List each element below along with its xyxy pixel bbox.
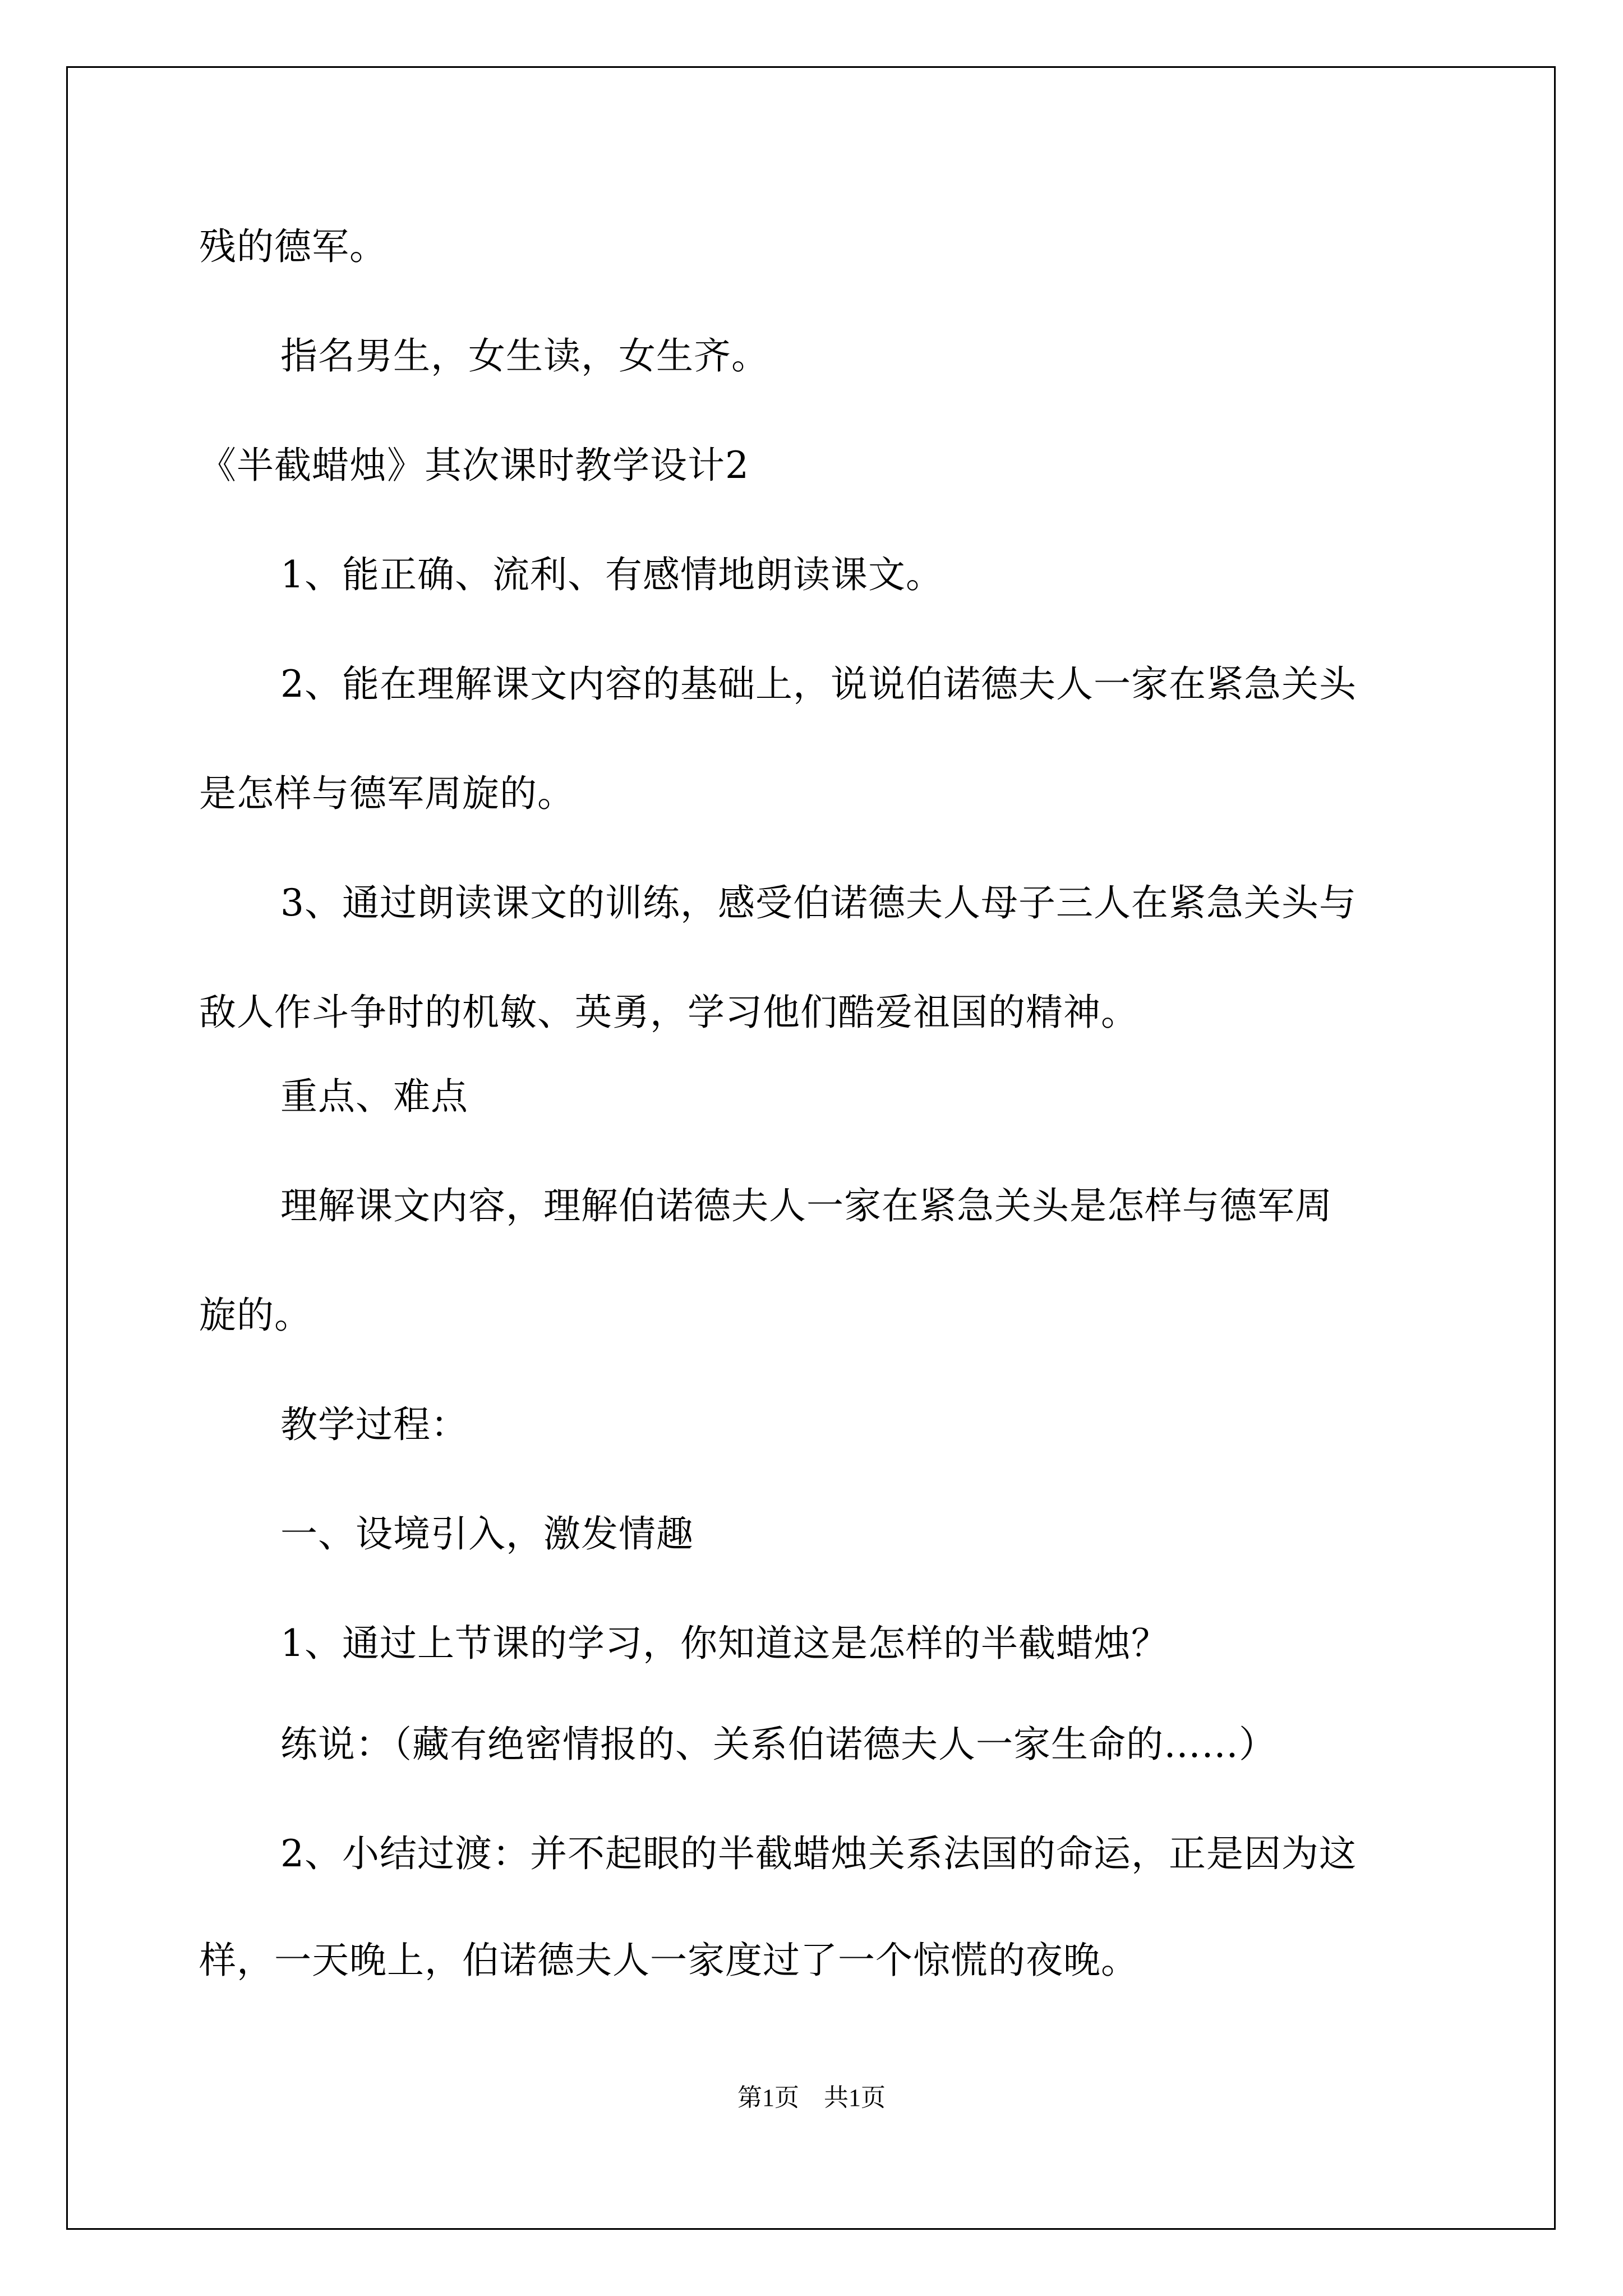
text-line: 1、能正确、流利、有感情地朗读课文。: [280, 553, 943, 596]
text-line: 指名男生，女生读，女生齐。: [280, 334, 769, 378]
text-line: 3、通过朗读课文的训练，感受伯诺德夫人母子三人在紧急关头与: [280, 881, 1357, 924]
text-line: 2、能在理解课文内容的基础上，说说伯诺德夫人一家在紧急关头: [280, 662, 1357, 706]
page-border: [66, 66, 1556, 2230]
text-line: 敌人作斗争时的机敏、英勇，学习他们酷爱祖国的精神。: [199, 991, 1138, 1034]
text-line: 是怎样与德军周旋的。: [199, 772, 575, 815]
text-line: 教学过程：: [280, 1403, 468, 1446]
text-line: 1、通过上节课的学习，你知道这是怎样的半截蜡烛？: [280, 1622, 1169, 1665]
text-line: 一、设境引入，激发情趣: [280, 1512, 694, 1556]
text-line: 样，一天晚上，伯诺德夫人一家度过了一个惊慌的夜晚。: [199, 1939, 1138, 1982]
text-line: 理解课文内容，理解伯诺德夫人一家在紧急关头是怎样与德军周: [280, 1184, 1332, 1227]
text-line: 残的德军。: [199, 225, 387, 268]
text-line: 旋的。: [199, 1294, 312, 1337]
section-heading: 《半截蜡烛》其次课时教学设计2: [199, 444, 749, 487]
text-line: 2、小结过渡：并不起眼的半截蜡烛关系法国的命运，正是因为这: [280, 1832, 1357, 1875]
page-footer: 第1页 共1页: [737, 2084, 886, 2111]
text-line: 练说：（藏有绝密情报的、关系伯诺德夫人一家生命的……）: [280, 1723, 1276, 1766]
text-line: 重点、难点: [280, 1075, 468, 1118]
